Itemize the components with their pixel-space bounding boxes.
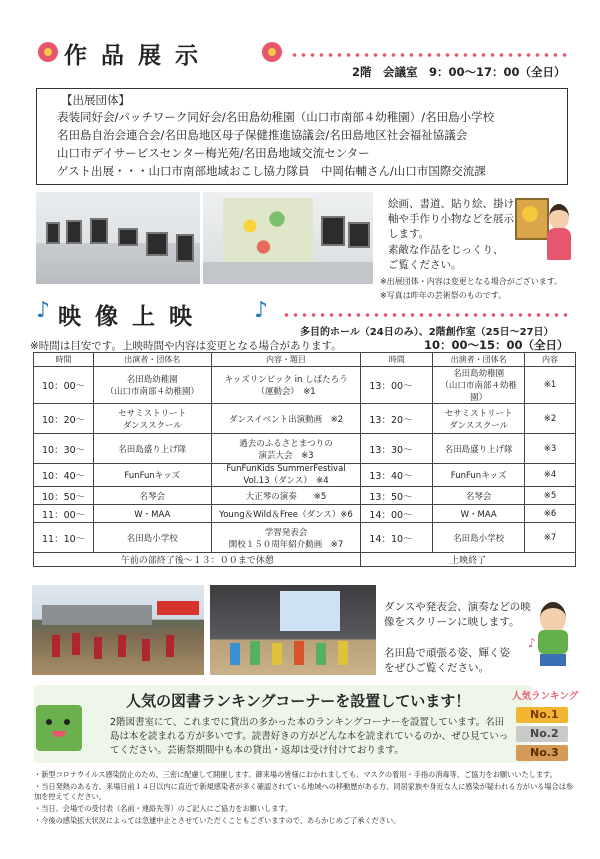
- cell-performer: W・MAA: [93, 505, 211, 523]
- ranking-badge-1: [516, 707, 568, 723]
- cell-performer: 名田島盛り上げ隊: [93, 434, 211, 464]
- table-footer-row: [34, 553, 576, 567]
- cell-time: 13：50～: [361, 487, 433, 505]
- cell-time: 14：00～: [361, 505, 433, 523]
- header-time: 時間: [361, 353, 433, 367]
- table-row: [34, 464, 576, 487]
- table-row: [34, 487, 576, 505]
- cell-performer: W・MAA: [433, 505, 525, 523]
- exhibitor-line: 山口市デイサービスセンター梅光苑/名田島地域交流センター: [57, 146, 370, 160]
- exhibition-desc-1: 絵画、書道、貼り絵、掛け軸や手作り小物などを展示します。: [388, 198, 514, 240]
- cell-performer: 名琴会: [433, 487, 525, 505]
- exhibition-note-2: ※写真は昨年の芸術祭のものです。: [380, 291, 507, 300]
- cell-performer: セサミストリート ダンススクール: [93, 404, 211, 434]
- cell-content: 過去のふるさとまつりの 演芸大会 ※3: [211, 434, 361, 464]
- cell-content: キッズリンピック in しばたろう （運動会） ※1: [211, 367, 361, 404]
- header-time: 時間: [34, 353, 94, 367]
- footer-end: 上映終了: [361, 553, 576, 567]
- ranking-title: 人気の図書ランキングコーナーを設置しています！: [126, 692, 471, 710]
- screening-desc-1: ダンスや発表会、演奏などの映像をスクリーンに映します。: [384, 601, 531, 628]
- table-header-row: [34, 353, 576, 367]
- cell-content: ※4: [525, 464, 576, 487]
- screening-desc-2: 名田島で頑張る姿、輝く姿をぜひご覧ください。: [384, 647, 510, 674]
- cell-content: FunFunKids SummerFestival Vol.13（ダンス） ※4: [211, 464, 361, 487]
- painter-illustration: [515, 194, 575, 264]
- cell-performer: 名田島幼稚園 （山口市南部４幼稚園）: [93, 367, 211, 404]
- ranking-body: 2階図書室にて、これまでに貸出の多かった本のランキングコーナーを設置しています。名田島は本を読まれる方が多いです。読書好きの方がどんな本を読まれているのか、ぜひ見ていってください。芸術祭期間中も本の貸出・返却は受け付けております。: [110, 717, 509, 756]
- cell-time: 13：40～: [361, 464, 433, 487]
- cell-content: 学習発表会 開校１５０周年紹介動画 ※7: [211, 523, 361, 553]
- cell-time: 10：40～: [34, 464, 94, 487]
- cell-performer: FunFunキッズ: [433, 464, 525, 487]
- exhibition-photo-2: [203, 192, 373, 284]
- ranking-badge-title: 人気ランキング: [512, 691, 579, 702]
- cell-time: 10：20～: [34, 404, 94, 434]
- cell-performer: 名田島小学校: [433, 523, 525, 553]
- table-row: [34, 434, 576, 464]
- dotted-rule: [282, 312, 572, 318]
- footnote: ・当日、会場での受付表（名前・連絡先等）のご記入にご協力をお願いします。: [34, 804, 293, 813]
- header-content: 内容・題目: [211, 353, 361, 367]
- cell-time: 11：00～: [34, 505, 94, 523]
- boy-illustration: ♪: [528, 596, 578, 668]
- table-row: [34, 523, 576, 553]
- footnote: ・新型コロナウイルス感染防止のため、三密に配慮して開催します。御来場の皆様におかれましても、マスクの着用・手指の消毒等、ご協力をお願いいたします。: [34, 770, 557, 779]
- cell-time: 11：10～: [34, 523, 94, 553]
- exhibitor-label: 【出展団体】: [61, 93, 130, 107]
- exhibition-venue-time: 2階 会議室 9：00～17：00（全日）: [352, 65, 566, 79]
- screening-notice: ※時間は目安です。上映時間や内容は変更となる場合があります。: [30, 340, 342, 352]
- header-performer: 出演者・団体名: [433, 353, 525, 367]
- cell-time: 13：30～: [361, 434, 433, 464]
- header-content: 内容: [525, 353, 576, 367]
- badge-label: No.3: [530, 746, 559, 759]
- screening-title: 映像上映: [58, 304, 206, 330]
- cell-content: ※3: [525, 434, 576, 464]
- cell-performer: FunFunキッズ: [93, 464, 211, 487]
- ranking-badge-3: [516, 745, 568, 761]
- cell-performer: 名田島幼稚園 （山口市南部４幼稚園）: [433, 367, 525, 404]
- footnote: ・当日発熱のある方、来場日前１４日以内に直近で新規感染者が多く確認されている地域への移動歴がある方、同居家族や身近な人に感染が疑われる方がいる場合は参加を控えてください。: [34, 782, 574, 801]
- exhibitor-box: [36, 88, 568, 185]
- ranking-badge-2: [516, 726, 568, 742]
- cell-performer: セサミストリート ダンススクール: [433, 404, 525, 434]
- exhibitor-line: ゲスト出展・・・山口市南部地域おこし協力隊員 中岡佑輔さん/山口市国際交流課: [57, 164, 486, 178]
- footnote: ・今後の感染拡大状況によっては急遽中止とさせていただくこともございますので、あらかじめご了承ください。: [34, 816, 401, 825]
- dotted-rule: [290, 52, 570, 58]
- cell-content: 大正琴の演奏 ※5: [211, 487, 361, 505]
- footer-break: 午前の部終了後～１３：００まで休憩: [34, 553, 361, 567]
- cell-content: ※1: [525, 367, 576, 404]
- cell-time: 10：00～: [34, 367, 94, 404]
- cell-content: ダンスイベント出演動画 ※2: [211, 404, 361, 434]
- school-presentation-photo: [210, 585, 376, 675]
- flower-icon: [262, 42, 282, 62]
- cell-time: 10：50～: [34, 487, 94, 505]
- screening-time: 10：00～15：00（全日）: [424, 338, 569, 352]
- cell-content: ※7: [525, 523, 576, 553]
- cell-performer: 名田島小学校: [93, 523, 211, 553]
- exhibition-title: 作品展示: [64, 43, 212, 69]
- music-note-icon: ♪: [36, 298, 51, 323]
- exhibition-note-1: ※出展団体・内容は変更となる場合がございます。: [380, 277, 563, 286]
- cell-performer: 名琴会: [93, 487, 211, 505]
- screening-schedule-table: [33, 352, 576, 567]
- cell-time: 14：10～: [361, 523, 433, 553]
- cell-content: ※2: [525, 404, 576, 434]
- cell-time: 13：20～: [361, 404, 433, 434]
- header-performer: 出演者・団体名: [93, 353, 211, 367]
- exhibitor-line: 表装同好会/パッチワーク同好会/名田島幼稚園（山口市南部４幼稚園）/名田島小学校: [57, 110, 495, 124]
- exhibitor-line: 名田島自治会連合会/名田島地区母子保健推進協議会/名田島地区社会福祉協議会: [57, 128, 468, 142]
- cell-time: 10：30～: [34, 434, 94, 464]
- cell-time: 13：00～: [361, 367, 433, 404]
- cell-content: ※5: [525, 487, 576, 505]
- screening-venue: 多目的ホール（24日のみ）、2階創作室（25日～27日）: [300, 327, 554, 338]
- exhibition-photo-1: [36, 192, 200, 284]
- sports-day-photo: [32, 585, 204, 675]
- badge-label: No.2: [530, 727, 559, 740]
- table-row: [34, 404, 576, 434]
- music-note-icon: ♪: [254, 298, 269, 323]
- table-row: [34, 505, 576, 523]
- badge-label: No.1: [530, 708, 559, 721]
- exhibition-desc-2: 素敵な作品をじっくり、ご覧ください。: [388, 244, 504, 271]
- book-icon: [36, 703, 84, 753]
- table-row: [34, 367, 576, 404]
- flower-icon: [38, 42, 58, 62]
- cell-content: Young＆Wild＆Free（ダンス）※6: [211, 505, 361, 523]
- cell-content: ※6: [525, 505, 576, 523]
- cell-performer: 名田島盛り上げ隊: [433, 434, 525, 464]
